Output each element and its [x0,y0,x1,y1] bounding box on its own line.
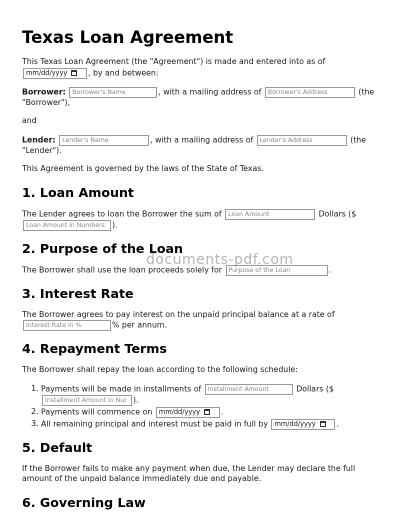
borrower-address-input[interactable]: Borrower's Address [265,87,355,98]
section-3-text-2: % per annum. [112,320,167,330]
loan-purpose-input[interactable]: Purpose of the Loan [226,265,328,276]
agreement-date-value: mm/dd/yyyy [26,68,68,77]
calendar-icon[interactable] [204,409,210,415]
interest-rate-input[interactable]: Interest Rate in % [23,320,111,331]
borrower-label: Borrower: [22,87,66,96]
section-1-text-2: Dollars ($ [318,209,357,218]
calendar-icon[interactable] [320,421,326,427]
section-2-heading: 2. Purpose of the Loan [22,240,183,256]
repayment-item-3 [41,419,381,430]
loan-amount-input[interactable]: Loan Amount [225,209,315,220]
lender-paragraph [22,135,381,157]
repayment-item-1-text-3: ). [133,395,139,404]
borrower-text-1: , with a mailing address of [158,87,262,96]
repayment-item-2 [41,407,381,418]
intro-text-2: , by and between: [88,68,159,77]
intro-text: This Texas Loan Agreement (the "Agreement") is made and entered into as of [22,57,326,66]
lender-address-input[interactable]: Lender's Address [257,135,347,146]
installment-amount-numbers-input[interactable]: Installment Amount in Nur [42,395,132,406]
loan-amount-numbers-input[interactable]: Loan Amount in Numbers [23,220,111,231]
section-3-heading: 3. Interest Rate [22,285,134,301]
repayment-item-1 [41,384,381,406]
agreement-date-input[interactable] [23,68,87,79]
repayment-item-3-text-1: All remaining principal and interest must be paid in full by [41,419,268,428]
commence-date-value: mm/dd/yyyy [158,407,201,416]
commence-date-input[interactable] [156,407,220,418]
intro-paragraph [22,57,381,79]
section-3-paragraph [22,310,381,332]
lender-name-input[interactable]: Lender's Name [59,135,149,146]
repayment-item-2-text-2: . [220,407,224,416]
repayment-list [22,384,381,430]
repayment-item-2-text-1: Payments will commence on [41,407,153,416]
section-2-paragraph [22,265,381,276]
section-1-heading: 1. Loan Amount [22,184,134,200]
and-text: and [22,116,37,125]
installment-amount-input[interactable]: Installment Amount [205,384,293,395]
final-payment-date-value: mm/dd/yyyy [274,419,316,428]
final-payment-date-input[interactable] [271,419,335,430]
watermark: documents-pdf.com [146,252,294,268]
borrower-paragraph [22,87,381,109]
lender-label: Lender: [22,135,56,144]
governing-intro: This Agreement is governed by the laws of the State of Texas. [22,164,264,173]
repayment-item-1-text-2: Dollars ($ [296,384,334,393]
section-5-heading: 5. Default [22,439,93,455]
section-6-heading: 6. Governing Law [22,494,146,510]
section-3-text-1: The Borrower agrees to pay interest on the unpaid principal balance at a rate of [22,309,335,319]
section-1-text-1: The Lender agrees to loan the Borrower the sum of [22,209,222,218]
repayment-item-1-text-1: Payments will be made in installments of [41,384,202,393]
section-5-paragraph: If the Borrower fails to make any payment when due, the Lender may declare the full amount of the unpaid balance immediately due and payable. [22,463,356,483]
document-title: Texas Loan Agreement [22,28,234,47]
section-1-paragraph [22,209,381,231]
section-4-intro: The Borrower shall repay the loan according to the following schedule: [22,365,298,374]
section-2-text-1: The Borrower shall use the loan proceeds solely for [22,265,223,274]
calendar-icon[interactable] [71,70,77,76]
borrower-name-input[interactable]: Borrower's Name [69,87,157,98]
lender-text-1: , with a mailing address of [150,135,254,144]
lender-text-2: (the "Lender"). [22,135,367,155]
borrower-text-2: (the "Borrower"), [22,87,375,107]
section-1-text-3: ). [112,220,118,229]
section-2-text-2: . [328,265,331,274]
repayment-item-3-text-2: . [336,419,339,428]
section-4-heading: 4. Repayment Terms [22,341,167,356]
